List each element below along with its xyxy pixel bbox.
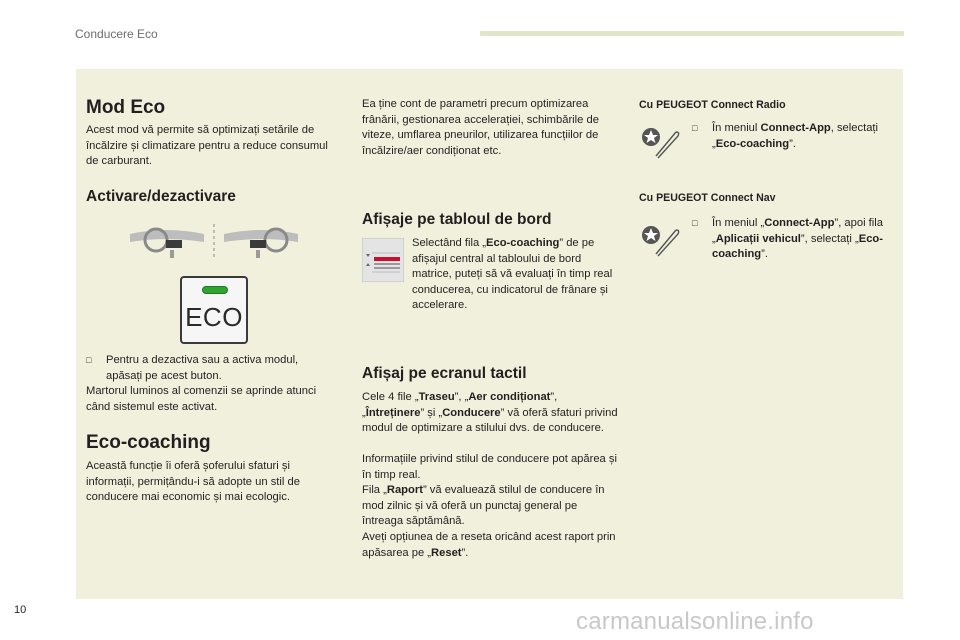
touch-screen-text-3: Fila „Raport” vă evaluează stilul de conducere în mod zilnic și vă oferă un punctaj general pe întreaga săptămână. [362, 484, 605, 528]
bullet-marker-icon: □ [692, 123, 698, 133]
mod-eco-title: Mod Eco [86, 97, 166, 118]
steering-wheel-right-icon [224, 229, 298, 258]
indicator-text: Martorul luminos al comenzii se aprinde atunci când sistemul este activat. [86, 385, 317, 413]
touch-screen-heading: Afișaj pe ecranul tactil [362, 365, 527, 382]
tab-raport-label: Raport [386, 484, 423, 496]
header-bar [480, 31, 904, 36]
watermark: carmanualsonline.info [576, 608, 814, 635]
vehicle-apps-tab-label: Aplicații vehicul [715, 232, 801, 245]
star-pen-icon [640, 126, 682, 160]
eco-coaching-heading: Eco-coaching [86, 432, 211, 453]
dashboard-display-icon [362, 238, 404, 282]
deactivate-bullet [86, 353, 336, 384]
middle-intro: Ea ține cont de parametri precum optimizarea frânării, gestionarea accelerației, schimbările de viteze, umflarea pneurilor, utilizarea funcțiilor de încălzire/aer condiționat etc. [362, 98, 599, 157]
nav-instruction: □ În meniul „Connect-App”, apoi fila „Aplicații vehicul”, selectați „Eco-coaching”. [692, 217, 883, 261]
tab-aer-conditionat-label: Aer condiționat [468, 391, 551, 403]
deactivate-bullet-text: Pentru a dezactiva sau a activa modul, apăsați pe acest buton. [106, 354, 299, 382]
steering-wheel-left-icon [130, 229, 204, 258]
dashboard-heading: Afișaje pe tabloul de bord [362, 211, 552, 228]
steering-wheels-illustration [126, 222, 302, 264]
page-number: 10 [14, 604, 27, 616]
reset-button-label: Reset [431, 546, 462, 559]
eco-coaching-text: Această funcție îi oferă șoferului sfaturi și informații, permițându-i să adopte un stil de conducere mai economic și mai ecologic. [86, 460, 300, 504]
activation-heading: Activare/dezactivare [86, 188, 236, 205]
eco-button[interactable] [180, 276, 248, 344]
touch-screen-text-4: Aveți opțiunea de a reseta oricând acest raport prin apăsarea pe „Reset”. [362, 531, 616, 559]
eco-coaching-option-label: Eco-coaching [715, 137, 790, 150]
touch-screen-text-1: Cele 4 file „Traseu”, „Aer condiționat”, „Întreținere” și „Conducere” vă oferă sfaturi privind modul de optimizare a stilului dvs. de conducere. [362, 391, 618, 435]
nav-heading: Cu PEUGEOT Connect Nav [639, 192, 776, 204]
mod-eco-intro: Acest mod vă permite să optimizați setările de încălzire și climatizare pentru a reduce consumul de carburant. [86, 124, 328, 168]
touch-screen-text-2: Informațiile privind stilul de conducere pot apărea și în timp real. [362, 453, 617, 481]
eco-coaching-tab-label: Eco-coaching [486, 237, 560, 249]
eco-coaching-option-label: Eco-coaching [712, 232, 883, 261]
tab-intretinere-label: Întreținere [365, 406, 421, 419]
tab-traseu-label: Traseu [418, 391, 455, 403]
radio-heading: Cu PEUGEOT Connect Radio [639, 99, 786, 111]
header-title: Conducere Eco [75, 27, 158, 41]
connect-app-menu-label: Connect-App [760, 122, 831, 134]
tab-conducere-label: Conducere [442, 406, 501, 419]
eco-led-indicator [202, 286, 228, 294]
dashboard-text: Selectând fila „Eco-coaching” de pe afișajul central al tabloului de bord matrice, puteți să vă evaluați în timp real conducerea, cu indicatorul de frânare și accelerare. [412, 237, 613, 312]
connect-app-menu-label: Connect-App [764, 217, 835, 229]
star-pen-icon [640, 224, 682, 258]
bullet-marker-icon: □ [86, 355, 92, 365]
radio-instruction: □ În meniul Connect-App, selectați „Eco-coaching”. [692, 122, 879, 150]
bullet-marker-icon: □ [692, 218, 698, 228]
eco-button-label: ECO [185, 302, 243, 332]
